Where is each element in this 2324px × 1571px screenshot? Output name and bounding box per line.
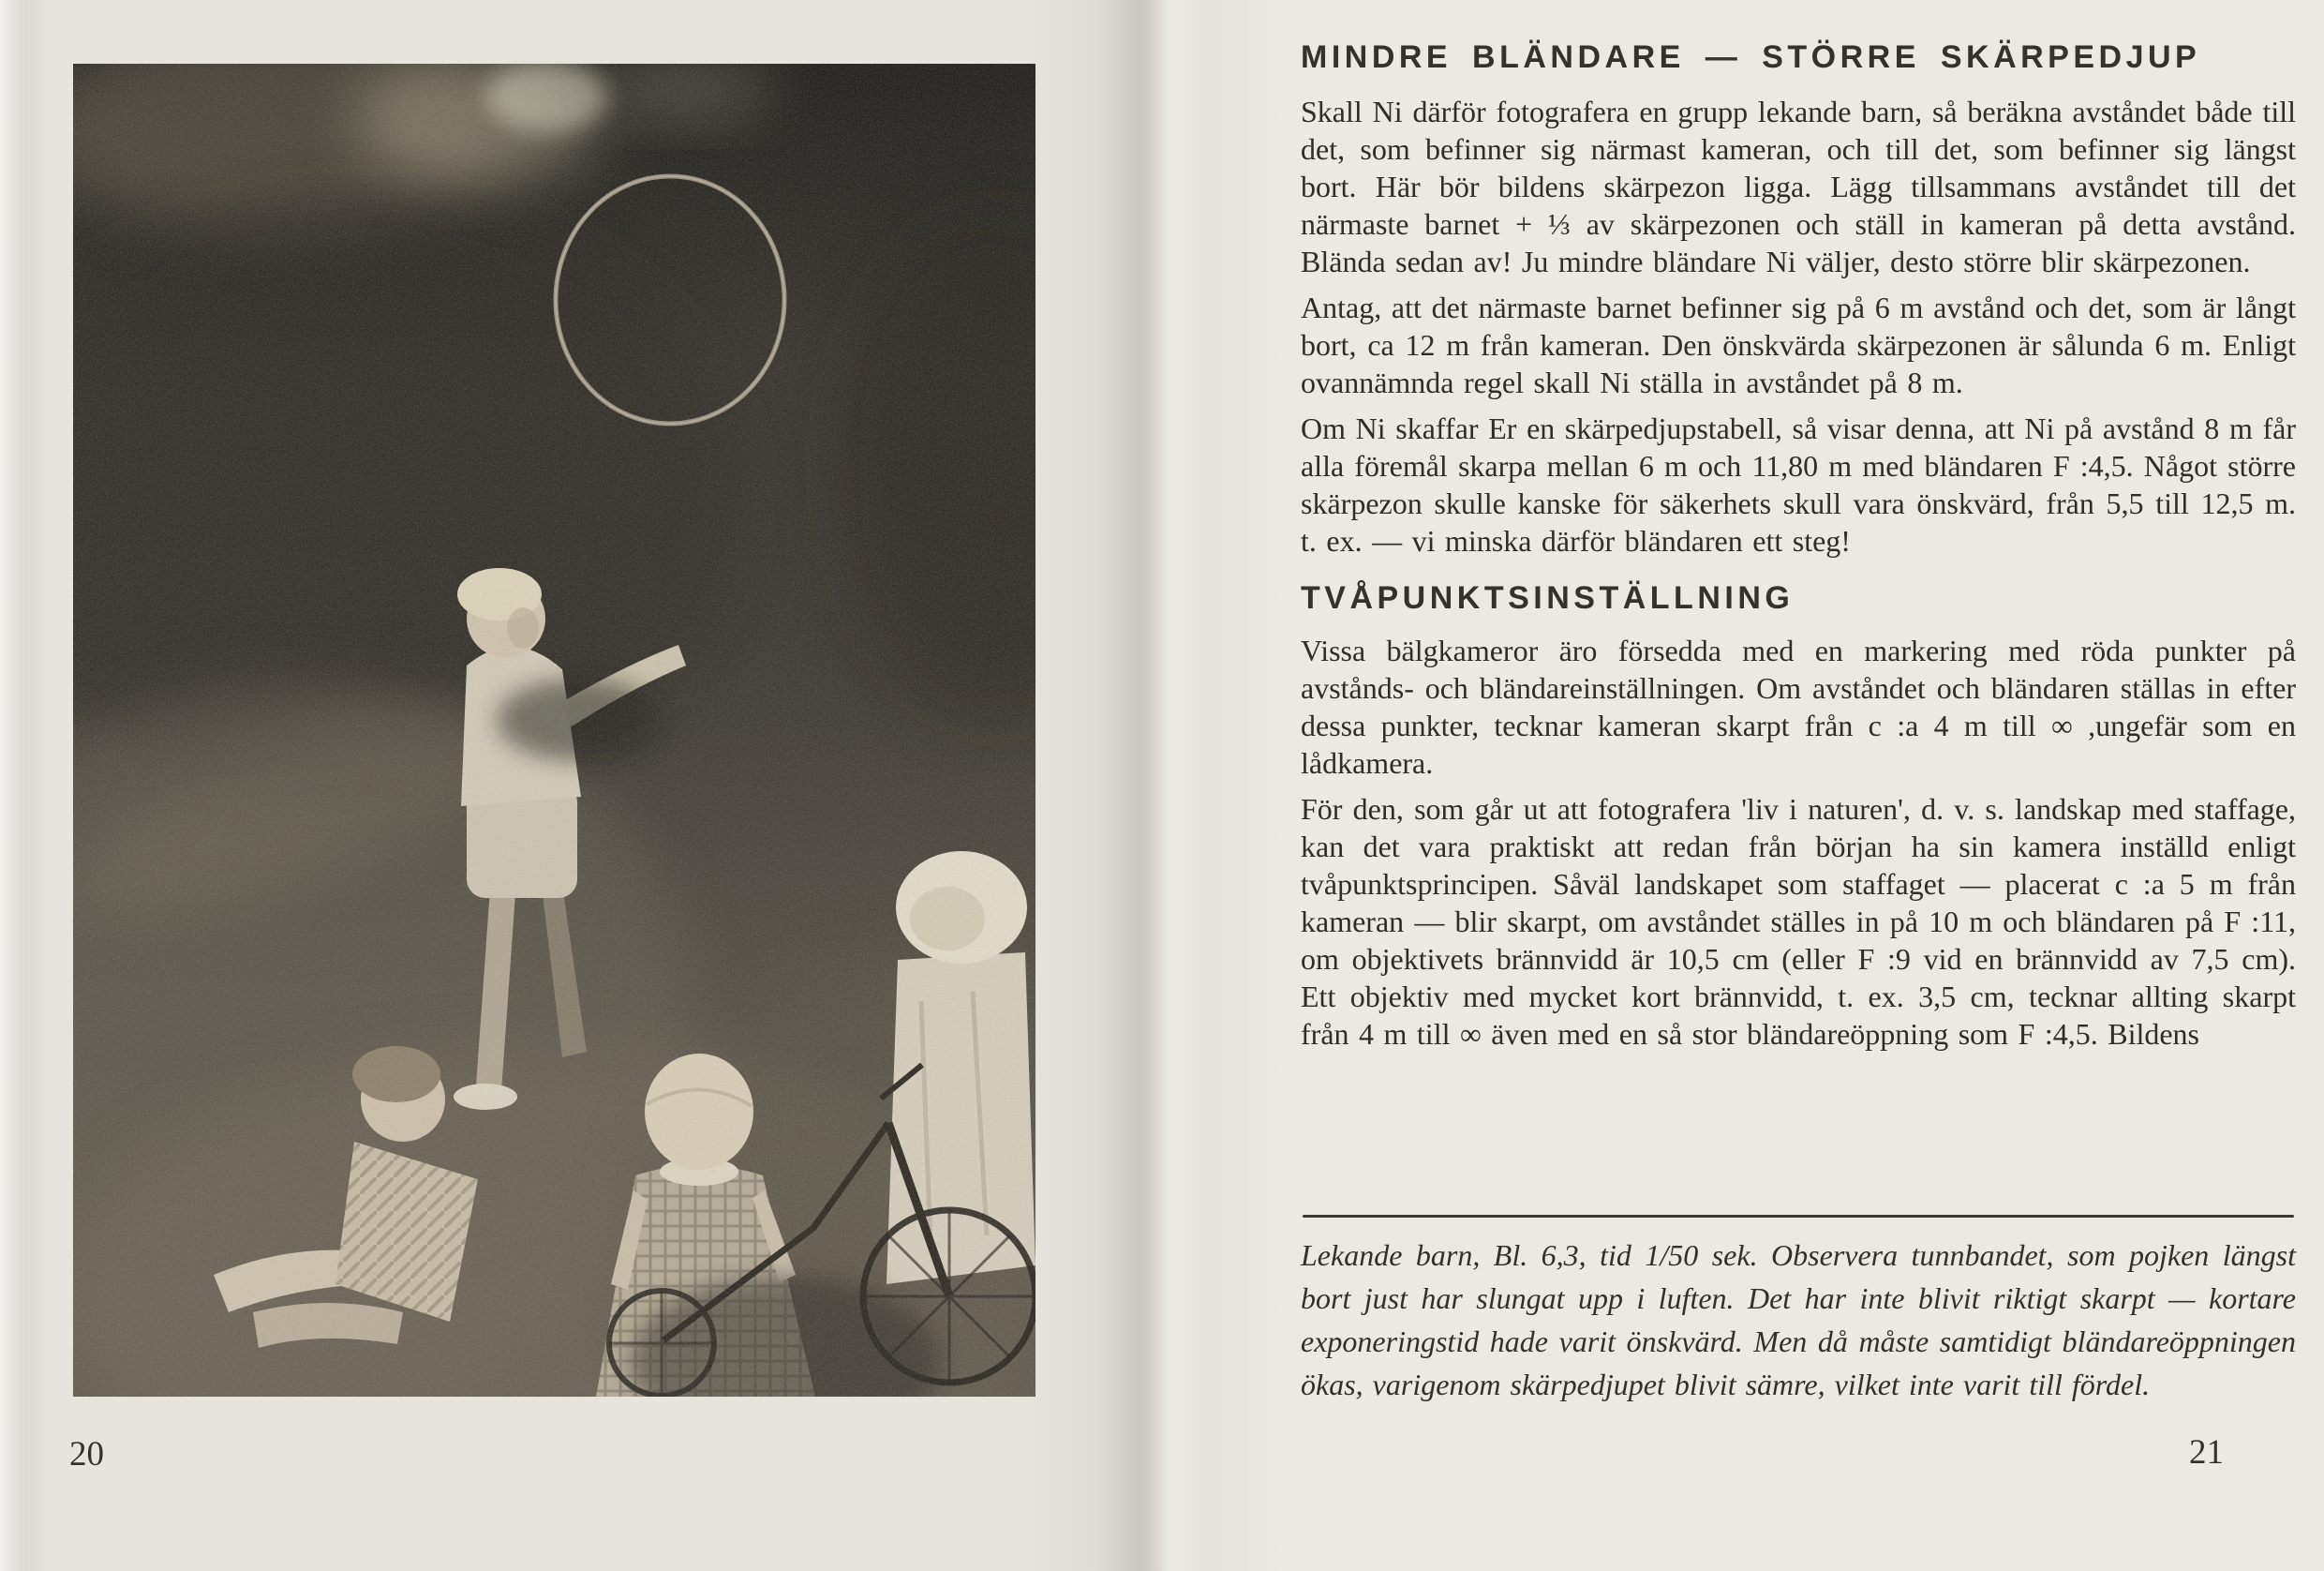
paragraph: Vissa bälgkameror äro försedda med en markering med röda punkter på avstånds- och bländareinställningen. Om avståndet och bländaren ställas in efter dessa punkter, tecknar kameran skarpt från c :a 4 m till ∞ ,ungefär som en lådkamera. bbox=[1301, 634, 2296, 780]
photo-illustration bbox=[73, 64, 1035, 1397]
book-gutter-shadow bbox=[1021, 0, 1284, 1571]
paragraph: Antag, att det närmaste barnet befinner sig på 6 m avstånd och det, som är långt bort, ca 12 m från kameran. Den önskvärda skärpezonen är sålunda 6 m. Enligt ovannämnda regel skall Ni ställa in avståndet på 8 m. bbox=[1301, 291, 2296, 399]
scan-left-edge-shade bbox=[0, 0, 47, 1571]
photo-caption: Lekande barn, Bl. 6,3, tid 1/50 sek. Observera tunnbandet, som pojken längst bort just har slungat upp i luften. Det har inte blivit riktigt skarpt — kortare exponeringstid hade varit önskvärd. Men då måste samtidigt bländareöppningen ökas, varigenom skärpedjupet blivit sämre, vilket inte varit till fördel. bbox=[1301, 1238, 2296, 1401]
paragraph: Om Ni skaffar Er en skärpedjupstabell, så visar denna, att Ni på avstånd 8 m får alla föremål skarpa mellan 6 m och 11,80 m med bländaren F :4,5. Något större skärpezon skulle kanske för säkerhets skull vara önskvärd, från 5,5 till 12,5 m. t. ex. — vi minska därför bländaren ett steg! bbox=[1301, 411, 2296, 558]
caption-divider-rule bbox=[1303, 1215, 2294, 1218]
paragraph: Skall Ni därför fotografera en grupp lekande barn, så beräkna avståndet både till det, som befinner sig närmast kameran, och till det, som befinner sig längst bort. Här bör bildens skärpezon ligga. Lägg tillsammans avståndet till det närmaste barnet + ⅓ av skärpezonen och ställ in kameran på detta avstånd. Blända sedan av! Ju mindre bländare Ni väljer, desto större blir skärpezonen. bbox=[1301, 95, 2296, 278]
section-heading-mindre-blandare: MINDRE BLÄNDARE — STÖRRE SKÄRPEDJUP bbox=[1301, 39, 2201, 75]
page-number-left: 20 bbox=[69, 1435, 104, 1474]
photo-children-playing bbox=[73, 64, 1035, 1397]
page-number-right: 21 bbox=[2189, 1433, 2224, 1472]
right-page-text-column bbox=[1301, 39, 2296, 1209]
section-heading-tvapunktsinstallning: TVÅPUNKTSINSTÄLLNING bbox=[1301, 580, 1795, 616]
paragraph: För den, som går ut att fotografera 'liv i naturen', d. v. s. landskap med staffage, kan det vara praktiskt att redan från början ha sin kamera inställd enligt tvåpunktsprincipen. Såväl landskapet som staffaget — placerat c :a 5 m från kameran — blir skarpt, om avståndet ställes in på 10 m och bländaren på F :11, om objektivets brännvidd är 10,5 cm (eller F :9 vid en brännvidd av 7,5 cm). Ett objektiv med mycket kort brännvidd, t. ex. 3,5 cm, tecknar allting skarpt från 4 m till ∞ även med en så stor bländareöppning som F :4,5. Bildens bbox=[1301, 792, 2296, 1051]
